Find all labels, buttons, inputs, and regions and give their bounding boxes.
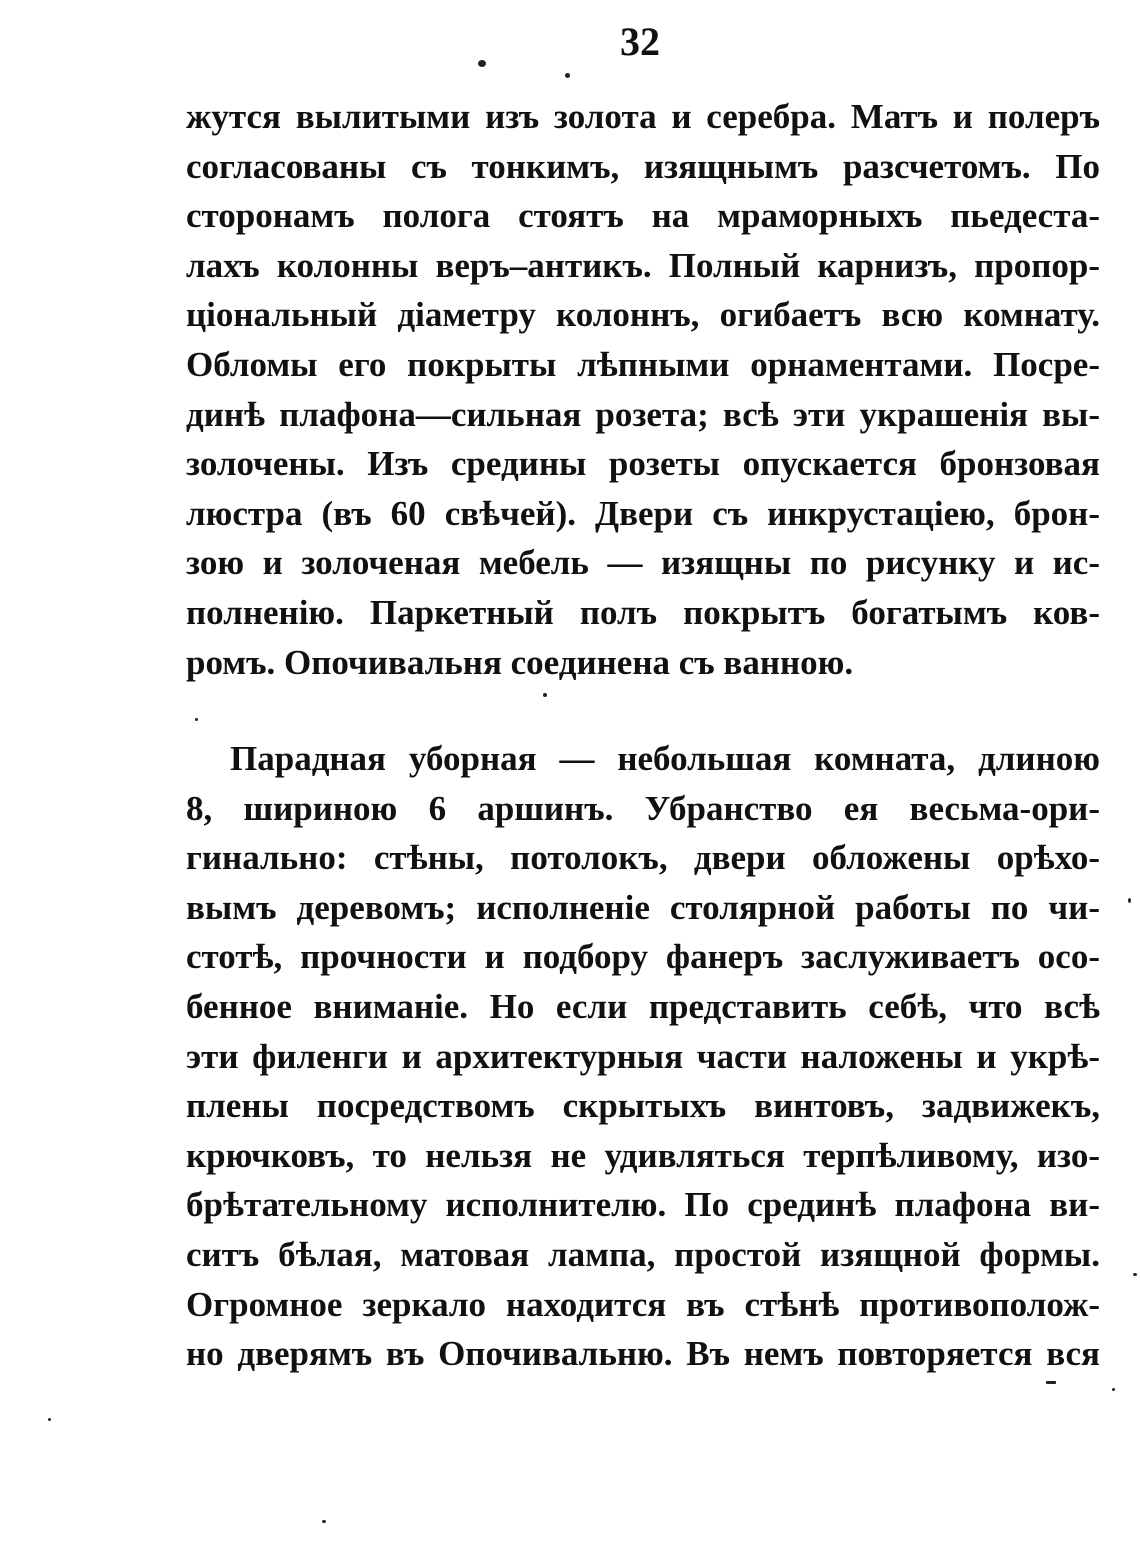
text-line: плены посредствомъ скрытыхъ винтовъ, задвижекъ, [186,1086,1100,1126]
text-line: ситъ бѣлая, матовая лампа, простой изящной формы. [186,1234,1100,1274]
text-line: полненію. Паркетный полъ покрытъ богатымъ ков- [186,592,1100,632]
text-line: крючковъ, то нельзя не удивляться терпѣливому, изо- [186,1135,1100,1175]
scan-speck [1128,898,1131,903]
scan-speck [478,60,486,67]
page-number: 32 [620,19,660,64]
scan-speck [48,1418,51,1421]
text-line: золочены. Изъ средины розеты опускается бронзовая [186,444,1100,484]
scan-speck [1046,1381,1056,1384]
text-line: жутся вылитыми изъ золота и серебра. Матъ и полеръ [186,97,1100,136]
text-line: динѣ плафона—сильная розета; всѣ эти украшенія вы- [186,394,1100,434]
text-line: но дверямъ въ Опочивальню. Въ немъ повторяется вся [186,1334,1100,1374]
scan-speck [1133,1273,1137,1276]
text-line: гинально: стѣны, потолокъ, двери обложены орѣхо- [186,838,1100,878]
text-line: зою и золоченая мебель — изящны по рисунку и ис- [186,543,1100,583]
text-line: ромъ. Опочивальня соединена съ ваннoю. [186,642,854,682]
text-line: ціональный діаметру колоннъ, огибаетъ всю комнату. [186,295,1100,335]
text-line: 8, шириною 6 аршинъ. Убранство ея весьма-ори- [186,788,1100,828]
text-line: Парадная уборная — небольшая комната, длиною [230,739,1100,778]
scan-speck [1112,1388,1115,1391]
text-line: сторонамъ полога стоятъ на мраморныхъ пьедеста- [186,196,1100,236]
paragraph-1 [186,92,1100,687]
paragraph-2 [186,734,1100,1379]
text-line: Обломы его покрыты лѣпными орнаментами. Посре- [186,344,1100,384]
text-line: Огромное зеркало находится въ стѣнѣ противополож- [186,1284,1100,1324]
text-line: эти филенги и архитектурныя части наложены и укрѣ- [186,1036,1100,1076]
text-line: вымъ деревомъ; исполненіе столярной работы по чи- [186,887,1100,927]
text-line: бенное вниманіе. Но если представить себѣ, что всѣ [186,986,1100,1026]
scan-speck [565,73,570,78]
text-line: согласованы съ тонкимъ, изящнымъ разсчетомъ. По [186,146,1100,186]
text-line: брѣтательному исполнителю. По срединѣ плафона ви- [186,1185,1100,1225]
text-line: лахъ колонны веръ–антикъ. Полный карнизъ, пропор- [186,245,1100,285]
text-line: стотѣ, прочности и подбору фанеръ заслуживаетъ осо- [186,937,1100,977]
scan-speck [322,1520,326,1523]
text-line: люстра (въ 60 свѣчей). Двери съ инкрустаціею, брон- [186,493,1100,533]
scan-speck [543,693,547,697]
scan-speck [195,718,198,721]
